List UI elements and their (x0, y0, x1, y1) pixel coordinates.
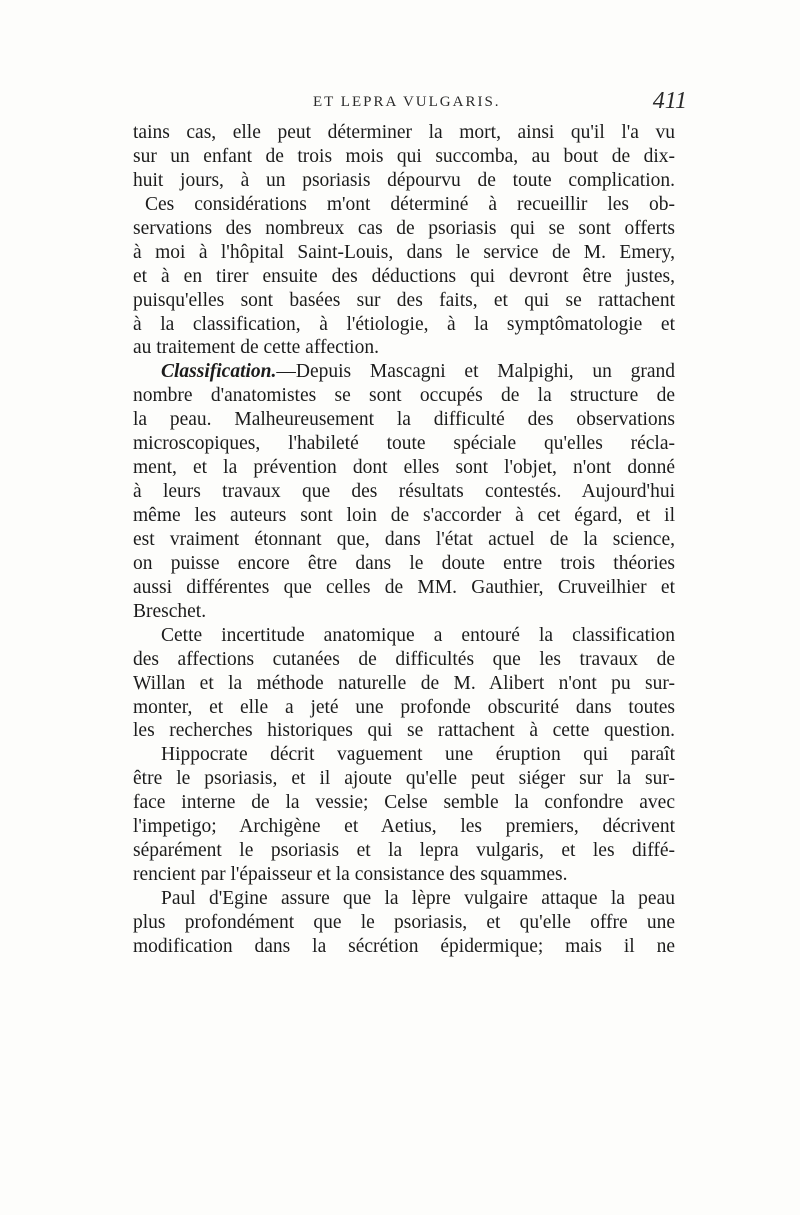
text-line: être le psoriasis, et il ajoute qu'elle peut siéger sur la sur- (133, 768, 675, 790)
text-line: les recherches historiques qui se rattachent à cette question. (133, 720, 675, 742)
text-line: l'impetigo; Archigène et Aetius, les premiers, décrivent (133, 816, 675, 838)
text-line: puisqu'elles sont basées sur des faits, et qui se rattachent (133, 289, 675, 311)
text-line: à moi à l'hôpital Saint-Louis, dans le service de M. Emery, (133, 241, 675, 263)
text-line: servations des nombreux cas de psoriasis qui se sont offerts (133, 217, 675, 239)
text-line: séparément le psoriasis et la lepra vulgaris, et les diffé- (133, 840, 675, 862)
text-line: Willan et la méthode naturelle de M. Alibert n'ont pu sur- (133, 672, 675, 694)
text-line: Breschet. (133, 600, 207, 622)
text-line: la peau. Malheureusement la difficulté des observations (133, 409, 675, 431)
section-line-text: —Depuis Mascagni et Malpighi, un grand (276, 361, 675, 383)
text-line: Hippocrate décrit vaguement une éruption qui paraît (161, 744, 675, 766)
text-line-section-start (133, 360, 675, 384)
text-line: Paul d'Egine assure que la lèpre vulgaire attaque la peau (161, 888, 675, 909)
section-title: Classification. (161, 361, 277, 383)
text-line: tains cas, elle peut déterminer la mort, ainsi qu'il l'a vu (133, 122, 675, 143)
text-line: nombre d'anatomistes se sont occupés de la structure de (133, 385, 675, 407)
text-line: des affections cutanées de difficultés que les travaux de (133, 648, 675, 670)
text-line: sur un enfant de trois mois qui succomba, au bout de dix- (133, 145, 675, 167)
running-head (133, 88, 687, 124)
text-line: est vraiment étonnant que, dans l'état actuel de la science, (133, 528, 675, 550)
text-line: à leurs travaux que des résultats contestés. Aujourd'hui (133, 481, 675, 503)
running-title: ET LEPRA VULGARIS. (313, 94, 501, 110)
body-text (133, 121, 675, 959)
text-line: modification dans la sécrétion épidermique; mais il ne (133, 935, 675, 957)
text-line: face interne de la vessie; Celse semble la confondre avec (133, 792, 675, 814)
text-line: plus profondément que le psoriasis, et qu'elle offre une (133, 911, 675, 933)
text-line: même les auteurs sont loin de s'accorder à cet égard, et il (133, 505, 675, 526)
text-line: aussi différentes que celles de MM. Gauthier, Cruveilhier et (133, 576, 675, 598)
text-line: Ces considérations m'ont déterminé à recueillir les ob- (145, 193, 675, 215)
text-line: ment, et la prévention dont elles sont l'objet, n'ont donné (133, 457, 675, 479)
text-line: huit jours, à un psoriasis dépourvu de toute complication. (133, 169, 675, 191)
text-line: monter, et elle a jeté une profonde obscurité dans toutes (133, 696, 675, 718)
text-line: à la classification, à l'étiologie, à la symptômatologie et (133, 313, 675, 335)
text-line: microscopiques, l'habileté toute spéciale qu'elles récla- (133, 433, 675, 455)
text-line: au traitement de cette affection. (133, 337, 379, 359)
text-line: Cette incertitude anatomique a entouré la classification (161, 624, 675, 646)
text-line: on puisse encore être dans le doute entre trois théories (133, 552, 675, 574)
text-line: rencient par l'épaisseur et la consistance des squammes. (133, 864, 568, 886)
text-line: et à en tirer ensuite des déductions qui devront être justes, (133, 265, 675, 287)
page-number: 411 (652, 88, 687, 114)
